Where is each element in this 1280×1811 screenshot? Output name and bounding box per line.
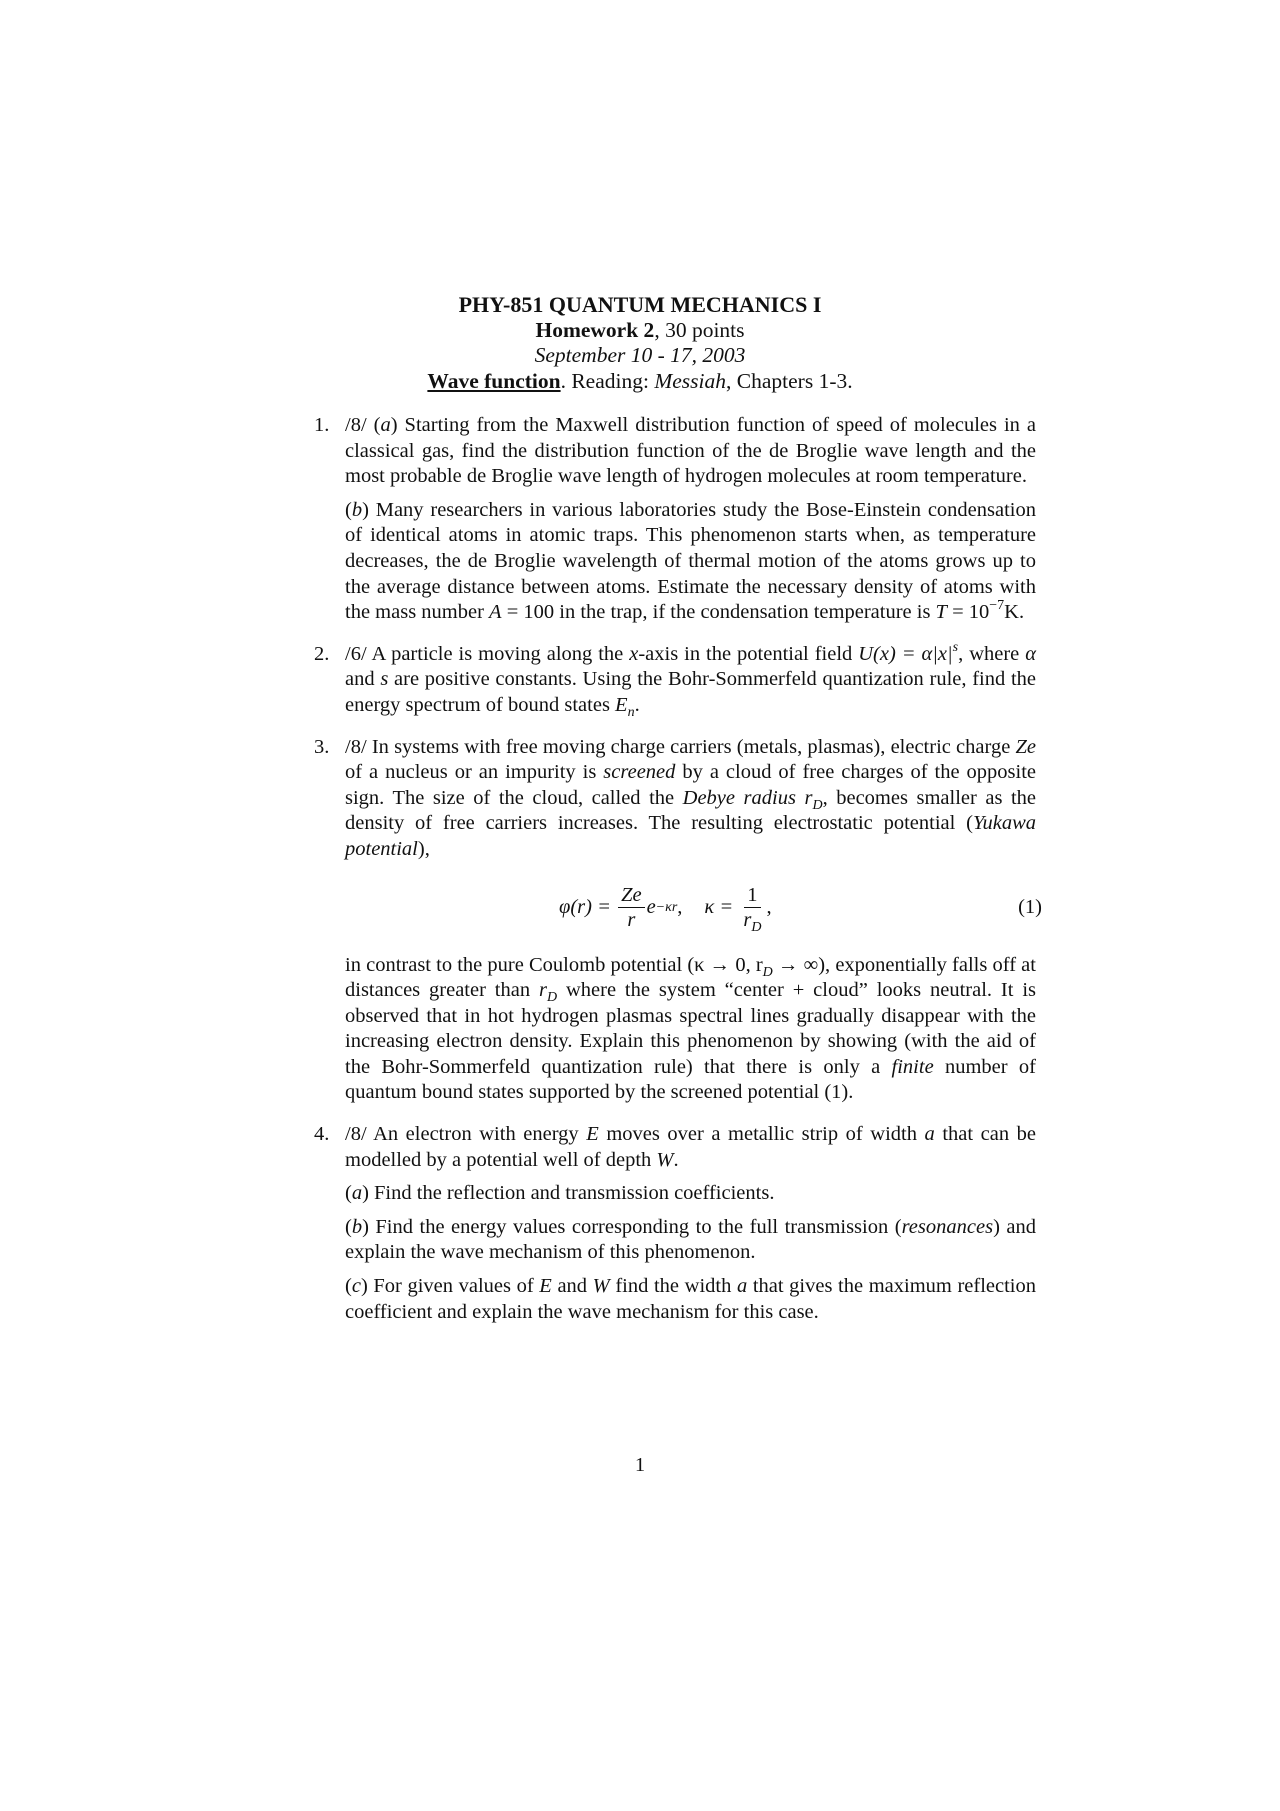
- emphasis: Yukawa potential: [345, 812, 1036, 860]
- fraction-denominator: [740, 908, 764, 935]
- emphasis: Debye radius: [682, 786, 796, 809]
- fraction-denominator: r: [627, 909, 636, 931]
- text-fragment: where the system “center + cloud” looks neutral. It is observed that in hot hydrogen plasmas spectral lines gradually disappear with the increasing electron density. Explain this phenomenon by showing (with the aid of the Bohr-Sommerfeld quantization rule) that there is only a: [345, 979, 1036, 1078]
- text-fragment: /6/ A particle is moving along the: [345, 642, 630, 665]
- text-fragment: K.: [1004, 601, 1025, 624]
- math-variable: E: [586, 1123, 599, 1146]
- problem-number: 2.: [314, 642, 330, 665]
- math-variable: a: [924, 1123, 935, 1146]
- text-fragment: = 10: [946, 601, 990, 624]
- math-subscript: D: [812, 797, 823, 813]
- math-subscript: D: [546, 990, 558, 1006]
- problem-4-part-c: (c) For given values of E and W find the width a that gives the maximum reflection coefficient and explain the wave mechanism for this case.: [345, 1275, 1036, 1323]
- problem-4: [314, 1122, 1036, 1325]
- homework-line: [0, 318, 1280, 344]
- text-fragment: by a cloud of free charges of the opposite sign. The size of the cloud, called the: [345, 761, 1036, 809]
- reading-suffix: , Chapters 1-3.: [726, 368, 853, 393]
- math-subscript: n: [627, 704, 635, 720]
- math-exponent: s: [952, 639, 959, 655]
- math-variable: x: [629, 642, 639, 665]
- text-fragment: ),: [417, 837, 430, 860]
- equation-lhs: φ(r) =: [559, 895, 611, 918]
- fraction-numerator: 1: [744, 883, 760, 908]
- document-header: [0, 292, 1280, 394]
- text-fragment: moves over a metallic strip of width: [598, 1123, 925, 1146]
- text-fragment: → ∞), exponentially falls off at distances greater than: [345, 953, 1036, 1002]
- math-variable: r: [538, 979, 547, 1002]
- text-fragment: that gives the maximum reflection coefficient and explain the wave mechanism for this case.: [345, 1275, 1036, 1323]
- part-label: a: [351, 1182, 363, 1205]
- equation-body: φ(r) = $\frac{Ze}{r}$ e −κr , κ = $\frac{1}{r_D}$ ,: [559, 884, 772, 935]
- text-fragment: find the width: [609, 1275, 737, 1298]
- part-label: a: [380, 414, 391, 436]
- text-fragment: are positive constants. Using the Bohr-Sommerfeld quantization rule, find the energy spectrum of bound states: [345, 668, 1036, 716]
- course-title: PHY-851 QUANTUM MECHANICS I: [458, 292, 822, 317]
- math-variable: Ze: [1015, 735, 1036, 758]
- fraction-numerator: Ze: [618, 883, 645, 908]
- problem-list: [314, 413, 1042, 1341]
- homework-points: , 30 points: [654, 317, 745, 342]
- reading-prefix: . Reading:: [560, 368, 655, 393]
- equation-number: (1): [1018, 895, 1042, 918]
- kappa-definition: κ =: [704, 895, 734, 918]
- part-label: c: [351, 1275, 361, 1298]
- text-fragment: = 100 in the trap, if the condensation temperature is: [501, 601, 936, 624]
- problem-4-intro: [345, 1122, 1036, 1173]
- text-fragment: ) Many researchers in various laboratories study the Bose-Einstein condensation of identical atoms in atomic traps. This phenomenon starts when, as temperature decreases, the de Broglie wavelength of thermal motion of the atoms grows up to the average distance between atoms. Estimate the necessary density of atoms with the mass number: [345, 498, 1036, 624]
- text-fragment: , where: [958, 642, 1026, 665]
- equation-separator: ,: [677, 895, 683, 918]
- math-variable: A: [489, 601, 502, 624]
- part-label: b: [351, 1215, 363, 1238]
- math-expression: U(x) = α|x|: [858, 642, 953, 665]
- math-variable: E: [615, 693, 628, 716]
- emphasis: finite: [891, 1055, 934, 1078]
- text-fragment: and: [551, 1275, 593, 1298]
- text-fragment: /8/ (: [345, 414, 381, 436]
- page-number: 1: [634, 1454, 646, 1476]
- text-fragment: .: [673, 1148, 679, 1171]
- text-fragment: that can be modelled by a potential well of depth: [345, 1123, 1036, 1171]
- problem-number: 4.: [314, 1123, 330, 1146]
- problem-3-intro: [345, 735, 1036, 863]
- text-fragment: and: [345, 668, 381, 691]
- math-subscript: D: [751, 920, 762, 935]
- text-fragment: ) Find the energy values corresponding to the full transmission (: [362, 1215, 902, 1238]
- math-variable: W: [656, 1148, 674, 1171]
- problem-3-body: [345, 953, 1036, 1107]
- homework-label: Homework 2: [535, 317, 655, 342]
- text-fragment: /8/ An electron with energy: [345, 1123, 587, 1146]
- exponential-base: e: [646, 895, 656, 918]
- text-fragment: (: [345, 498, 352, 521]
- math-variable: W: [592, 1275, 610, 1298]
- math-variable: a: [736, 1275, 748, 1298]
- math-variable: r: [804, 786, 813, 809]
- text-fragment: ) and explain the wave mechanism of this phenomenon.: [345, 1215, 1036, 1264]
- problem-number: 3.: [314, 735, 330, 758]
- equation-1: [345, 877, 1042, 939]
- problem-1-part-b: [345, 498, 1036, 626]
- problem-4-part-b: (b) Find the energy values corresponding to the full transmission (resonances) and explain the wave mechanism of this phenomenon.: [345, 1215, 1036, 1264]
- text-fragment: ) Find the reflection and transmission coefficients.: [362, 1182, 775, 1205]
- problem-number: 1.: [314, 414, 330, 436]
- problem-3: [314, 735, 1042, 1107]
- problem-2: [314, 639, 1036, 720]
- text-fragment: /8/ In systems with free moving charge carriers (metals, plasmas), electric charge: [345, 735, 1016, 758]
- text-fragment: , becomes smaller as the density of free carriers increases. The resulting electrostatic potential (: [345, 786, 1036, 835]
- text-fragment: ) For given values of: [360, 1275, 540, 1298]
- math-variable: T: [935, 601, 947, 624]
- text-fragment: number of quantum bound states supported by the screened potential (1).: [345, 1055, 1036, 1104]
- problem-1-part-a: [345, 413, 1036, 490]
- part-label: b: [351, 498, 363, 521]
- reading-author: Messiah: [654, 368, 727, 393]
- text-fragment: -axis in the potential field: [638, 642, 859, 665]
- problem-1: [314, 413, 1036, 626]
- math-variable: r: [743, 909, 752, 931]
- equation-tail: ,: [766, 895, 772, 918]
- homework-dates: September 10 - 17, 2003: [534, 343, 746, 367]
- problem-2-text: [345, 639, 1036, 720]
- topic-title: Wave function: [427, 368, 561, 393]
- math-variable: s: [380, 668, 389, 691]
- emphasis: resonances: [901, 1215, 994, 1238]
- emphasis: screened: [603, 761, 676, 784]
- reading-line: [0, 369, 1280, 395]
- text-fragment: .: [634, 693, 640, 716]
- text-fragment: ) Starting from the Maxwell distribution function of speed of molecules in a classical gas, find the distribution function of the de Broglie wave length and the most probable de Broglie wave length of hydrogen molecules at room temperature.: [345, 414, 1036, 488]
- math-subscript: D: [762, 964, 773, 980]
- math-exponent: −7: [989, 598, 1005, 614]
- fraction-one-over-rd: [740, 883, 764, 935]
- math-variable: E: [539, 1275, 552, 1298]
- fraction-ze-over-r: [618, 883, 645, 932]
- math-variable: α: [1025, 642, 1036, 665]
- text-fragment: of a nucleus or an impurity is: [345, 761, 604, 784]
- text-fragment: in contrast to the pure Coulomb potential (κ → 0, r: [345, 953, 763, 976]
- problem-4-part-a: (a) Find the reflection and transmission coefficients.: [345, 1182, 775, 1205]
